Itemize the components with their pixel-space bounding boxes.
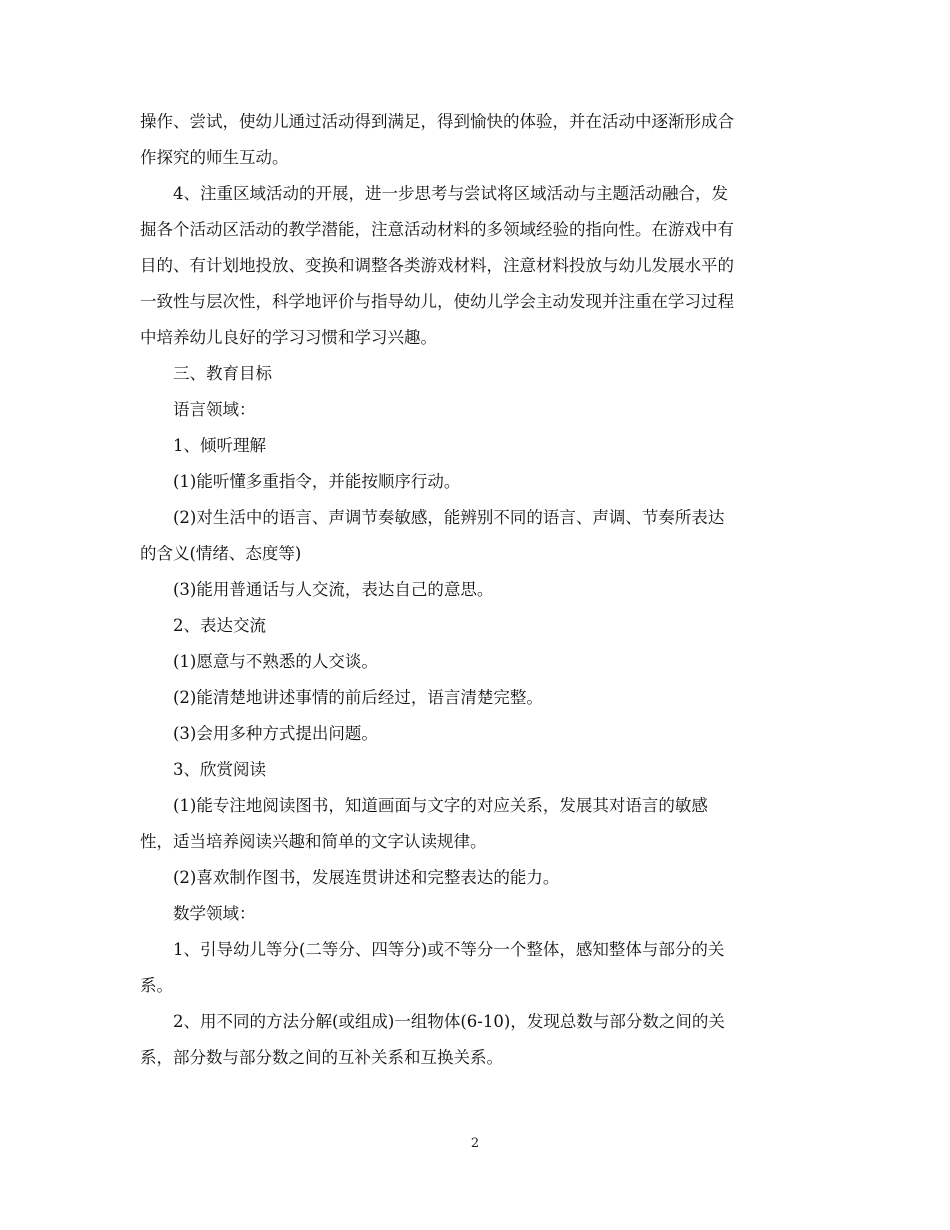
text-line: 操作、尝试，使幼儿通过活动得到满足，得到愉快的体验，并在活动中逐渐形成合 — [140, 112, 734, 131]
text-line: (2)喜欢制作图书，发展连贯讲述和完整表达的能力。 — [173, 868, 560, 887]
text-line: 4、注重区域活动的开展，进一步思考与尝试将区域活动与主题活动融合，发 — [173, 184, 728, 203]
paragraph — [140, 392, 812, 428]
paragraph — [140, 356, 812, 392]
paragraph — [140, 644, 812, 680]
text-line: 数学领域： — [173, 904, 256, 923]
text-line: 3、欣赏阅读 — [173, 760, 266, 779]
page-number: 2 — [470, 1136, 480, 1151]
text-line: 一致性与层次性，科学地评价与指导幼儿，使幼儿学会主动发现并注重在学习过程 — [140, 292, 734, 311]
text-line: 系，部分数与部分数之间的互补关系和互换关系。 — [140, 1048, 503, 1067]
text-line: 语言领域： — [173, 400, 256, 419]
paragraph — [140, 932, 812, 1004]
text-line: (2)对生活中的语言、声调节奏敏感，能辨别不同的语言、声调、节奏所表达 — [173, 508, 725, 527]
text-line: (1)能专注地阅读图书，知道画面与文字的对应关系，发展其对语言的敏感 — [173, 796, 708, 815]
text-line: 1、倾听理解 — [173, 436, 266, 455]
paragraph — [140, 464, 812, 500]
paragraph — [140, 104, 812, 176]
text-line: 中培养幼儿良好的学习习惯和学习兴趣。 — [140, 328, 437, 347]
text-line: 系。 — [140, 976, 173, 995]
text-line: (1)能听懂多重指令，并能按顺序行动。 — [173, 472, 461, 491]
paragraph — [140, 500, 812, 572]
text-line: 性，适当培养阅读兴趣和简单的文字认读规律。 — [140, 832, 487, 851]
text-line: 的含义(情绪、态度等) — [140, 544, 302, 563]
text-line: 2、用不同的方法分解(或组成)一组物体(6-10)，发现总数与部分数之间的关 — [173, 1012, 725, 1031]
paragraph — [140, 788, 812, 860]
paragraph — [140, 860, 812, 896]
paragraph — [140, 572, 812, 608]
text-line: 三、教育目标 — [173, 364, 272, 383]
text-line: 1、引导幼儿等分(二等分、四等分)或不等分一个整体，感知整体与部分的关 — [173, 940, 725, 959]
text-line: (1)愿意与不熟悉的人交谈。 — [173, 652, 378, 671]
text-line: 作探究的师生互动。 — [140, 148, 289, 167]
paragraph — [140, 176, 812, 356]
text-line: 2、表达交流 — [173, 616, 266, 635]
paragraph — [140, 680, 812, 716]
text-line: 目的、有计划地投放、变换和调整各类游戏材料，注意材料投放与幼儿发展水平的 — [140, 256, 734, 275]
text-line: (3)能用普通话与人交流，表达自己的意思。 — [173, 580, 494, 599]
paragraph — [140, 752, 812, 788]
paragraph — [140, 1004, 812, 1076]
text-line: (2)能清楚地讲述事情的前后经过，语言清楚完整。 — [173, 688, 543, 707]
paragraph — [140, 608, 812, 644]
document-body — [140, 104, 812, 1076]
text-line: 掘各个活动区活动的教学潜能，注意活动材料的多领域经验的指向性。在游戏中有 — [140, 220, 734, 239]
paragraph — [140, 716, 812, 752]
paragraph — [140, 428, 812, 464]
text-line: (3)会用多种方式提出问题。 — [173, 724, 378, 743]
paragraph — [140, 896, 812, 932]
